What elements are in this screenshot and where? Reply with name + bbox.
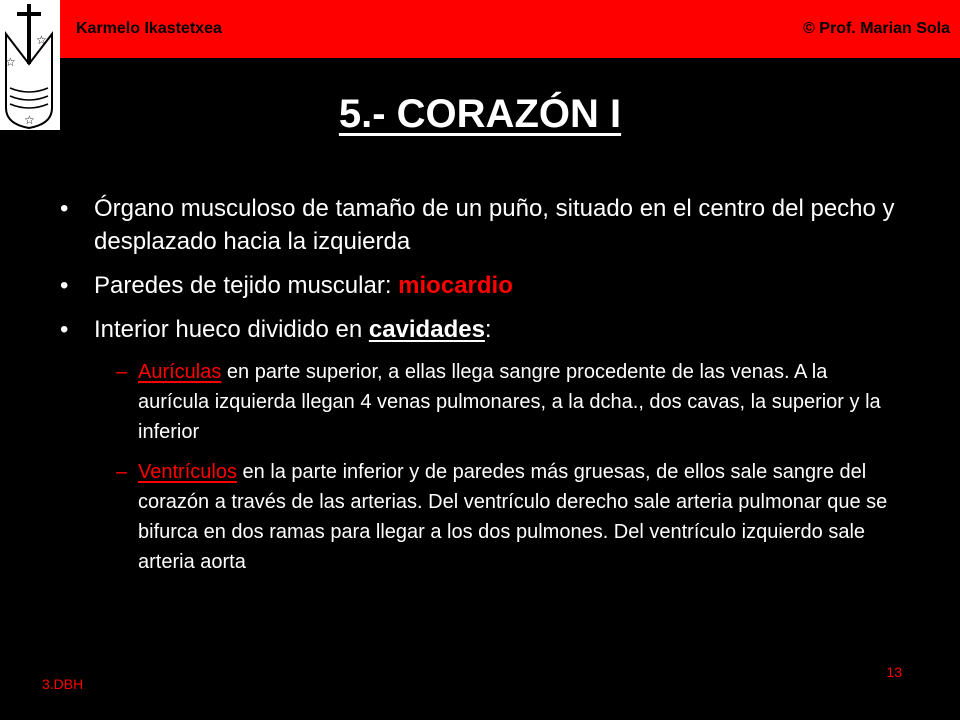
svg-text:☆: ☆ [5,55,16,69]
subbullet-text: en la parte inferior y de paredes más gruesas, de ellos sale sangre del corazón a través de las arterias. Del ventrículo derecho sale arteria pulmonar que se bifurca en dos ramas para llegar a los dos pulmones. Del ventrículo izquierdo sale arteria aorta [138,461,888,573]
bullet-text: Órgano musculoso de tamaño de un puño, situado en el centro del pecho y desplazado hacia la izquierda [94,195,895,255]
svg-text:☆: ☆ [36,33,47,47]
footer-course: 3.DBH [42,676,84,692]
subbullet-term: Aurículas [138,361,222,383]
subbullet-item [116,457,898,577]
header-bar [0,0,960,58]
bullet-suffix: : [484,316,492,343]
bullet-text: Interior hueco dividido en [94,316,369,343]
slide-content [58,192,908,587]
subbullet-term: Ventrículos [138,461,237,483]
subbullet-text: en parte superior, a ellas llega sangre procedente de las venas. A la aurícula izquierda llegan 4 venas pulmonares, a la dcha., dos cavas, la superior y la inferior [138,361,881,443]
bullet-dot: • [60,195,69,222]
svg-text:☆: ☆ [24,113,35,127]
subbullet-dash: – [116,461,128,483]
bullet-text: Paredes de tejido muscular: [94,272,399,299]
bullet-item [58,313,908,346]
bullet-dot: • [60,316,69,343]
underlined-term: cavidades [368,316,485,343]
author-credit: © Prof. Marian Sola [803,20,950,37]
subbullet-dash: – [116,361,128,383]
bullet-dot: • [60,272,69,299]
page-number: 13 [886,664,902,680]
subbullet-item [116,357,898,447]
highlight-term: miocardio [398,272,513,299]
bullet-item [58,269,908,302]
bullet-item [58,192,908,258]
school-name: Karmelo Ikastetxea [76,20,222,37]
title-text: 5.- CORAZÓN I [338,92,622,136]
slide-title [0,92,960,137]
